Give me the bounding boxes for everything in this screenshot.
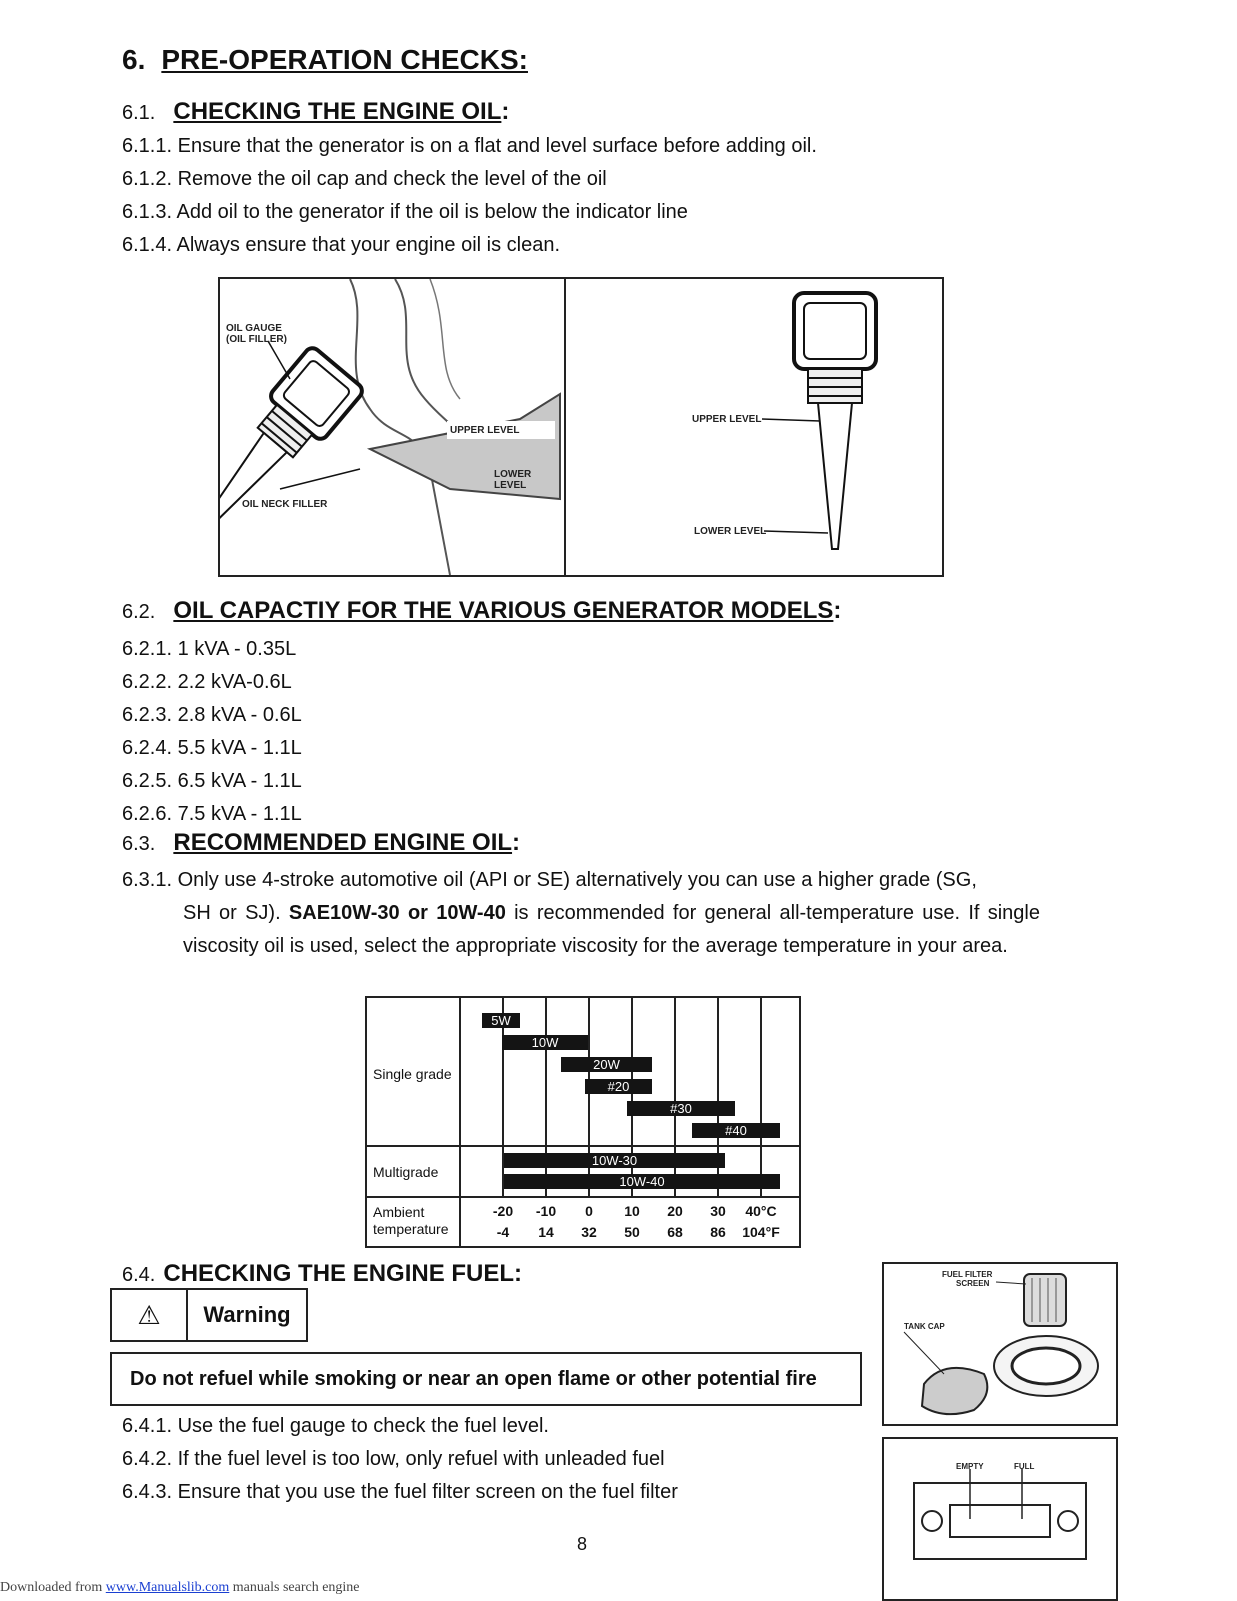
refuel-notice: Do not refuel while smoking or near an open flame or other potential fire	[110, 1352, 862, 1406]
ambient-label: Ambient	[373, 1204, 425, 1220]
oil-gauge-figure-left	[218, 277, 566, 577]
page-number: 8	[577, 1534, 588, 1554]
section-6-2-heading: 6.2. OIL CAPACTIY FOR THE VARIOUS GENERATOR MODELS:	[122, 597, 842, 624]
bar-10w: 10W	[502, 1035, 588, 1050]
multigrade-label: Multigrade	[373, 1164, 439, 1180]
oil-gauge-label: OIL GAUGE	[226, 323, 282, 334]
list-item: 6.4.2. If the fuel level is too low, only refuel with unleaded fuel	[122, 1448, 665, 1470]
warning-box	[110, 1288, 308, 1342]
fuel-gauge-illustration	[884, 1439, 1116, 1599]
temperature-label: temperature	[373, 1221, 449, 1237]
paragraph-6-3-1: 6.3.1. Only use 4-stroke automotive oil (API or SE) alternatively you can use a higher grade (SG, SH or SJ). SAE10W-30 or 10W-40 is recommended for general all-temperature use. If single viscosity oil is used, select the appropriate viscosity for the average temperature in your area.	[122, 869, 1040, 957]
section-6-heading: 6. PRE-OPERATION CHECKS:	[122, 44, 528, 75]
bar-20: #20	[585, 1079, 652, 1094]
bar-40: #40	[692, 1123, 780, 1138]
bar-30: #30	[627, 1101, 735, 1116]
bar-5w: 5W	[482, 1013, 520, 1028]
section-6-4-heading: 6.4. CHECKING THE ENGINE FUEL:	[122, 1260, 523, 1287]
lower-level-label-right: LOWER LEVEL	[694, 526, 767, 537]
oil-filler-label: (OIL FILLER)	[226, 334, 287, 345]
list-item: 6.2.1. 1 kVA - 0.35L	[122, 638, 297, 660]
bar-10w-40: 10W-40	[504, 1174, 780, 1189]
footer: Downloaded from www.Manualslib.com manuals search engine	[0, 1580, 360, 1595]
list-item: 6.4.1. Use the fuel gauge to check the fuel level.	[122, 1415, 549, 1437]
fuel-filter-figure: FUEL FILTER SCREEN TANK CAP	[882, 1262, 1118, 1426]
list-item: 6.2.2. 2.2 kVA-0.6L	[122, 671, 292, 693]
list-item: 6.1.3. Add oil to the generator if the oil is below the indicator line	[122, 201, 688, 223]
section-6-3-heading: 6.3. RECOMMENDED ENGINE OIL:	[122, 829, 521, 856]
list-item: 6.4.3. Ensure that you use the fuel filter screen on the fuel filter	[122, 1481, 678, 1503]
section-6-1-heading: 6.1. CHECKING THE ENGINE OIL:	[122, 98, 510, 125]
list-item: 6.2.6. 7.5 kVA - 1.1L	[122, 803, 302, 825]
upper-level-label: UPPER LEVEL	[450, 425, 520, 436]
manualslib-link[interactable]: www.Manualslib.com	[105, 1580, 230, 1595]
lower-level-label: LOWER	[494, 469, 532, 480]
single-grade-label: Single grade	[373, 1066, 452, 1082]
viscosity-chart: Single grade Multigrade Ambient temperature 5W 10W 20W #20 #30 #40 10W-30 10W-40 -20 -10 0 10 20 30 40°C -4 14 32 50 68 86 104°F	[365, 996, 801, 1248]
oil-neck-filler-label: OIL NECK FILLER	[242, 499, 328, 510]
warning-label: Warning	[203, 1302, 291, 1327]
oil-gauge-figure-right	[564, 277, 944, 577]
lower-level-label-2: LEVEL	[494, 480, 527, 491]
list-item: 6.1.4. Always ensure that your engine oil is clean.	[122, 234, 561, 256]
fuel-filter-illustration	[884, 1264, 1116, 1424]
list-item: 6.2.5. 6.5 kVA - 1.1L	[122, 770, 302, 792]
upper-level-label-right: UPPER LEVEL	[692, 414, 762, 425]
bar-20w: 20W	[561, 1057, 652, 1072]
bar-10w-30: 10W-30	[504, 1153, 725, 1168]
list-item: 6.2.3. 2.8 kVA - 0.6L	[122, 704, 302, 726]
list-item: 6.1.2. Remove the oil cap and check the level of the oil	[122, 168, 607, 190]
warning-icon: ⚠	[112, 1290, 188, 1340]
list-item: 6.2.4. 5.5 kVA - 1.1L	[122, 737, 302, 759]
fuel-gauge-figure: EMPTY FULL	[882, 1437, 1118, 1601]
list-item: 6.1.1. Ensure that the generator is on a flat and level surface before adding oil.	[122, 135, 817, 157]
